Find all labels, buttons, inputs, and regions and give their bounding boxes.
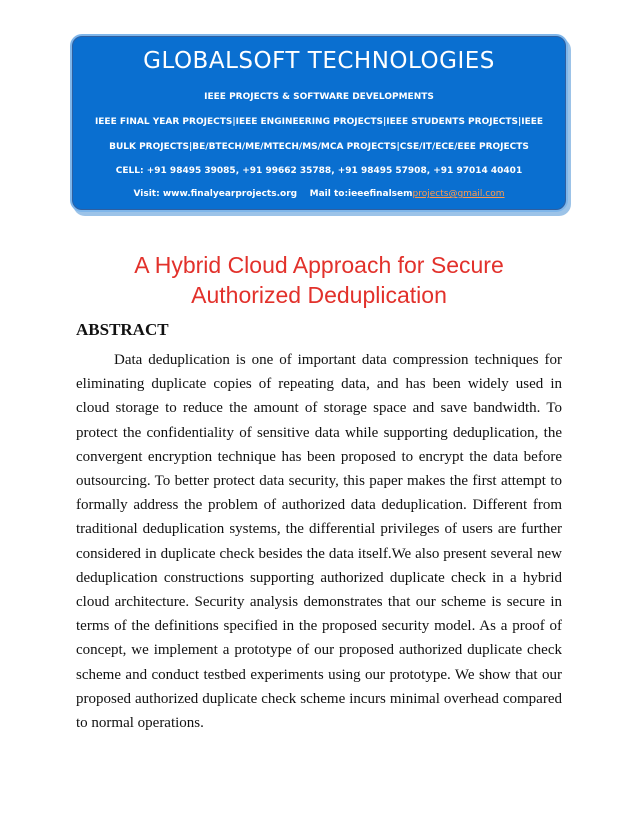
banner-tagline: IEEE PROJECTS & SOFTWARE DEVELOPMENTS: [204, 92, 434, 102]
paper-title-line-1: A Hybrid Cloud Approach for Secure: [134, 252, 504, 278]
banner-contact-line: [72, 189, 566, 199]
website-text: Visit: www.finalyearprojects.org: [133, 189, 298, 199]
email-link[interactable]: projects@gmail.com: [412, 189, 505, 199]
company-banner: [70, 34, 568, 212]
abstract-body: Data deduplication is one of important data compression techniques for eliminating duplicate copies of repeating data, and has been widely used in cloud storage to reduce the amount of storage space and save bandwidth. To protect the confidentiality of sensitive data while supporting deduplication, the convergent encryption technique has been proposed to encrypt the data before outsourcing. To better protect data security, this paper makes the first attempt to formally address the problem of authorized data deduplication. Different from traditional deduplication systems, the differential privileges of users are further considered in duplicate check besides the data itself.We also present several new deduplication constructions supporting authorized duplicate check in a hybrid cloud architecture. Security analysis demonstrates that our scheme is secure in terms of the definitions specified in the proposed security model. As a proof of concept, we implement a prototype of our proposed authorized duplicate check scheme and conduct testbed experiments using our prototype. We show that our proposed authorized duplicate check scheme incurs minimal overhead compared to normal operations.: [76, 352, 562, 732]
paper-title-line-2: Authorized Deduplication: [191, 282, 447, 308]
mail-prefix-text: Mail to:ieeefinalsem: [309, 189, 413, 199]
banner-phone-line: CELL: +91 98495 39085, +91 99662 35788, +91 98495 57908, +91 97014 40401: [115, 166, 523, 176]
abstract-heading: ABSTRACT: [76, 320, 169, 339]
company-name: GLOBALSOFT TECHNOLOGIES: [143, 48, 495, 74]
paper-title: [0, 250, 638, 310]
banner-projects-line: IEEE FINAL YEAR PROJECTS|IEEE ENGINEERING PROJECTS|IEEE STUDENTS PROJECTS|IEEE: [94, 117, 544, 127]
banner-bulk-projects-line: BULK PROJECTS|BE/BTECH/ME/MTECH/MS/MCA PROJECTS|CSE/IT/ECE/EEE PROJECTS: [109, 142, 529, 152]
